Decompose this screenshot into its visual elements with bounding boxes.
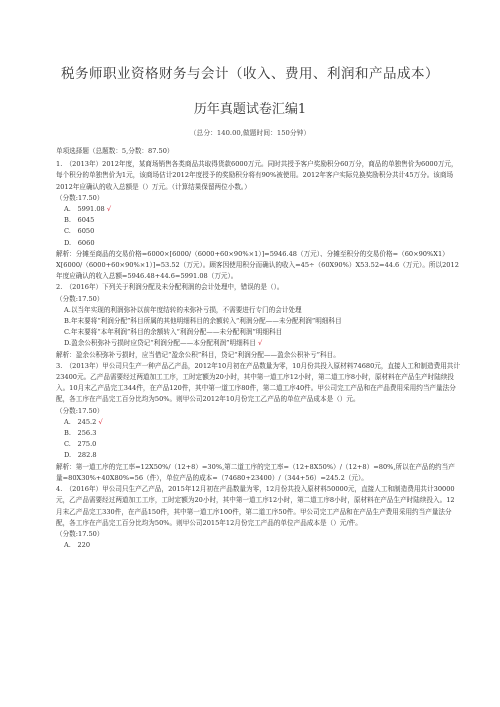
question-1-option-d: D. 6060 <box>64 238 95 247</box>
question-1-analysis: 解析：分摊至商品的交易价格=6000×[6000/（6000+60×90%×1）]=5946.48（万元）、分摊至积分的交易价格=（60×90%X1）X[6000/（6000+60×90%×1）]=53.52（万元）。顾客因使用积分而确认的收入=45÷（60X90%）X53.52=44.6（万元）。所以2012年度应确认的收入总额=5946.48+44.6=5991.08（万元）。 <box>56 249 459 281</box>
question-1-score: （分数:17.50） <box>56 193 104 202</box>
question-3-option-b: B. 256.3 <box>64 429 97 438</box>
question-1-option-c: C. 6050 <box>64 227 95 236</box>
correct-check-icon: √ <box>106 205 112 214</box>
question-2-option-a: A.以当年实现的利润弥补以前年度结转的未弥补亏损，不需要进行专门的会计处理 <box>64 305 302 314</box>
document-title: 税务师职业资格财务与会计（收入、费用、利润和产品成本） <box>61 66 439 82</box>
section-heading: 单项选择题（总题数：5,分数：87.50） <box>56 147 174 155</box>
question-3-analysis: 解析：第一道工序的完工率=12X50%/（12+8）=30%,第二道工序的完工率=（12+8X50%）/（12+8）=80%,所以在产品的约当产量=80X30%+40X80%=56（件），单位产品的成本=（74680+23400）/（344+56）=245.2（元）。 <box>56 462 455 482</box>
question-1-stem: 1. （2013年）2012年度，某商场销售各类商品共取得货款6000万元。同时共授予客户奖励积分60万分，商品的单独售价为6000万元，每个积分的单独售价为1元，该商场估计2012年度授予的奖励积分将有90%被使用。2012年客户实际兑换奖励积分共计45万分。该商场2012年应确认的收入总额是（）万元。（计算结果保留两位小数。） <box>56 160 458 191</box>
question-4-score: （分数:17.50） <box>56 529 104 538</box>
question-2-stem: 2. （2016年）下列关于利润分配及未分配利润的会计处理中，错误的是（）。 <box>56 283 284 292</box>
document-content <box>56 146 460 551</box>
question-1-option-b: B. 6045 <box>64 216 95 225</box>
question-3-option-a <box>56 417 460 428</box>
question-2-analysis: 解析：盈余公积弥补亏损时，应当借记“盈余公积”科目，贷记“利润分配——盈余公积补亏”科目。 <box>56 350 340 359</box>
question-1-option-a <box>56 204 460 215</box>
question-3-option-c: C. 275.0 <box>64 440 97 449</box>
document-subtitle: 历年真题试卷汇编1 <box>193 102 307 117</box>
question-2-score: （分数:17.50） <box>56 294 104 303</box>
question-3-stem: 3. （2013年）甲公司只生产一种产品乙产品，2012年10月初在产品数量为零，10月份共投入原材料74680元，直接人工和制造费用共计23400元。乙产品需要经过两道加工工序，工时定额为20小时，其中第一道工序12小时，第二道工序8小时，原材料在产品生产时陆续投入。10月末乙产品完工344件，在产品120件，其中第一道工序80件，第二道工序40件。甲公司完工产品和在产品费用采用约当产量法分配，各工序在产品完工百分比均为50%。则甲公司2012年10月份完工乙产品的单位产品成本是（）元。 <box>56 361 460 404</box>
question-2-option-d <box>56 338 460 349</box>
option-text: D.盈余公积弥补亏损时应贷记“利润分配——本分配利润”明细科目 <box>64 339 256 348</box>
question-2-option-b: B.年末要将“利润分配”科目所属的其他明细科目的余额转入“利润分配——未分配利润”明细科目 <box>64 317 342 326</box>
correct-check-icon: √ <box>98 417 103 426</box>
question-3-option-d: D. 282.8 <box>64 451 97 460</box>
question-4-stem: 4. （2016年）甲公司只生产乙产品，2015年12月初在产品数量为零，12月份共投入原材料50000元，直接人工和制造费用共计30000元，乙产品需要经过两道加工工序，工时定额为20小时，其中第一道工序12小时，第二道工序8小时，原材料在产品生产时陆续投入。12月末乙产品完工330件，在产品150件，其中第一道工序100件，第二道工序50件。甲公司完工产品和在产品生产费用采用约当产量法分配，各工序在产品完工百分比均为50%。则甲公司2015年12月份完工产品的单位产品成本是（）元/件。 <box>56 485 455 527</box>
question-2-option-c: C.年末要将“本年利润”科目的余额转入“利润分配——未分配利润”明细科目 <box>64 328 283 337</box>
option-text: A. 5991.08 <box>64 205 105 214</box>
option-text: A. 245.2 <box>64 417 97 426</box>
question-4-option-a: A. 220 <box>64 541 91 550</box>
document-meta: （总分：140.00,做题时间：150分钟） <box>189 129 311 137</box>
correct-check-icon: √ <box>258 339 263 348</box>
question-3-score: （分数:17.50） <box>56 406 104 415</box>
